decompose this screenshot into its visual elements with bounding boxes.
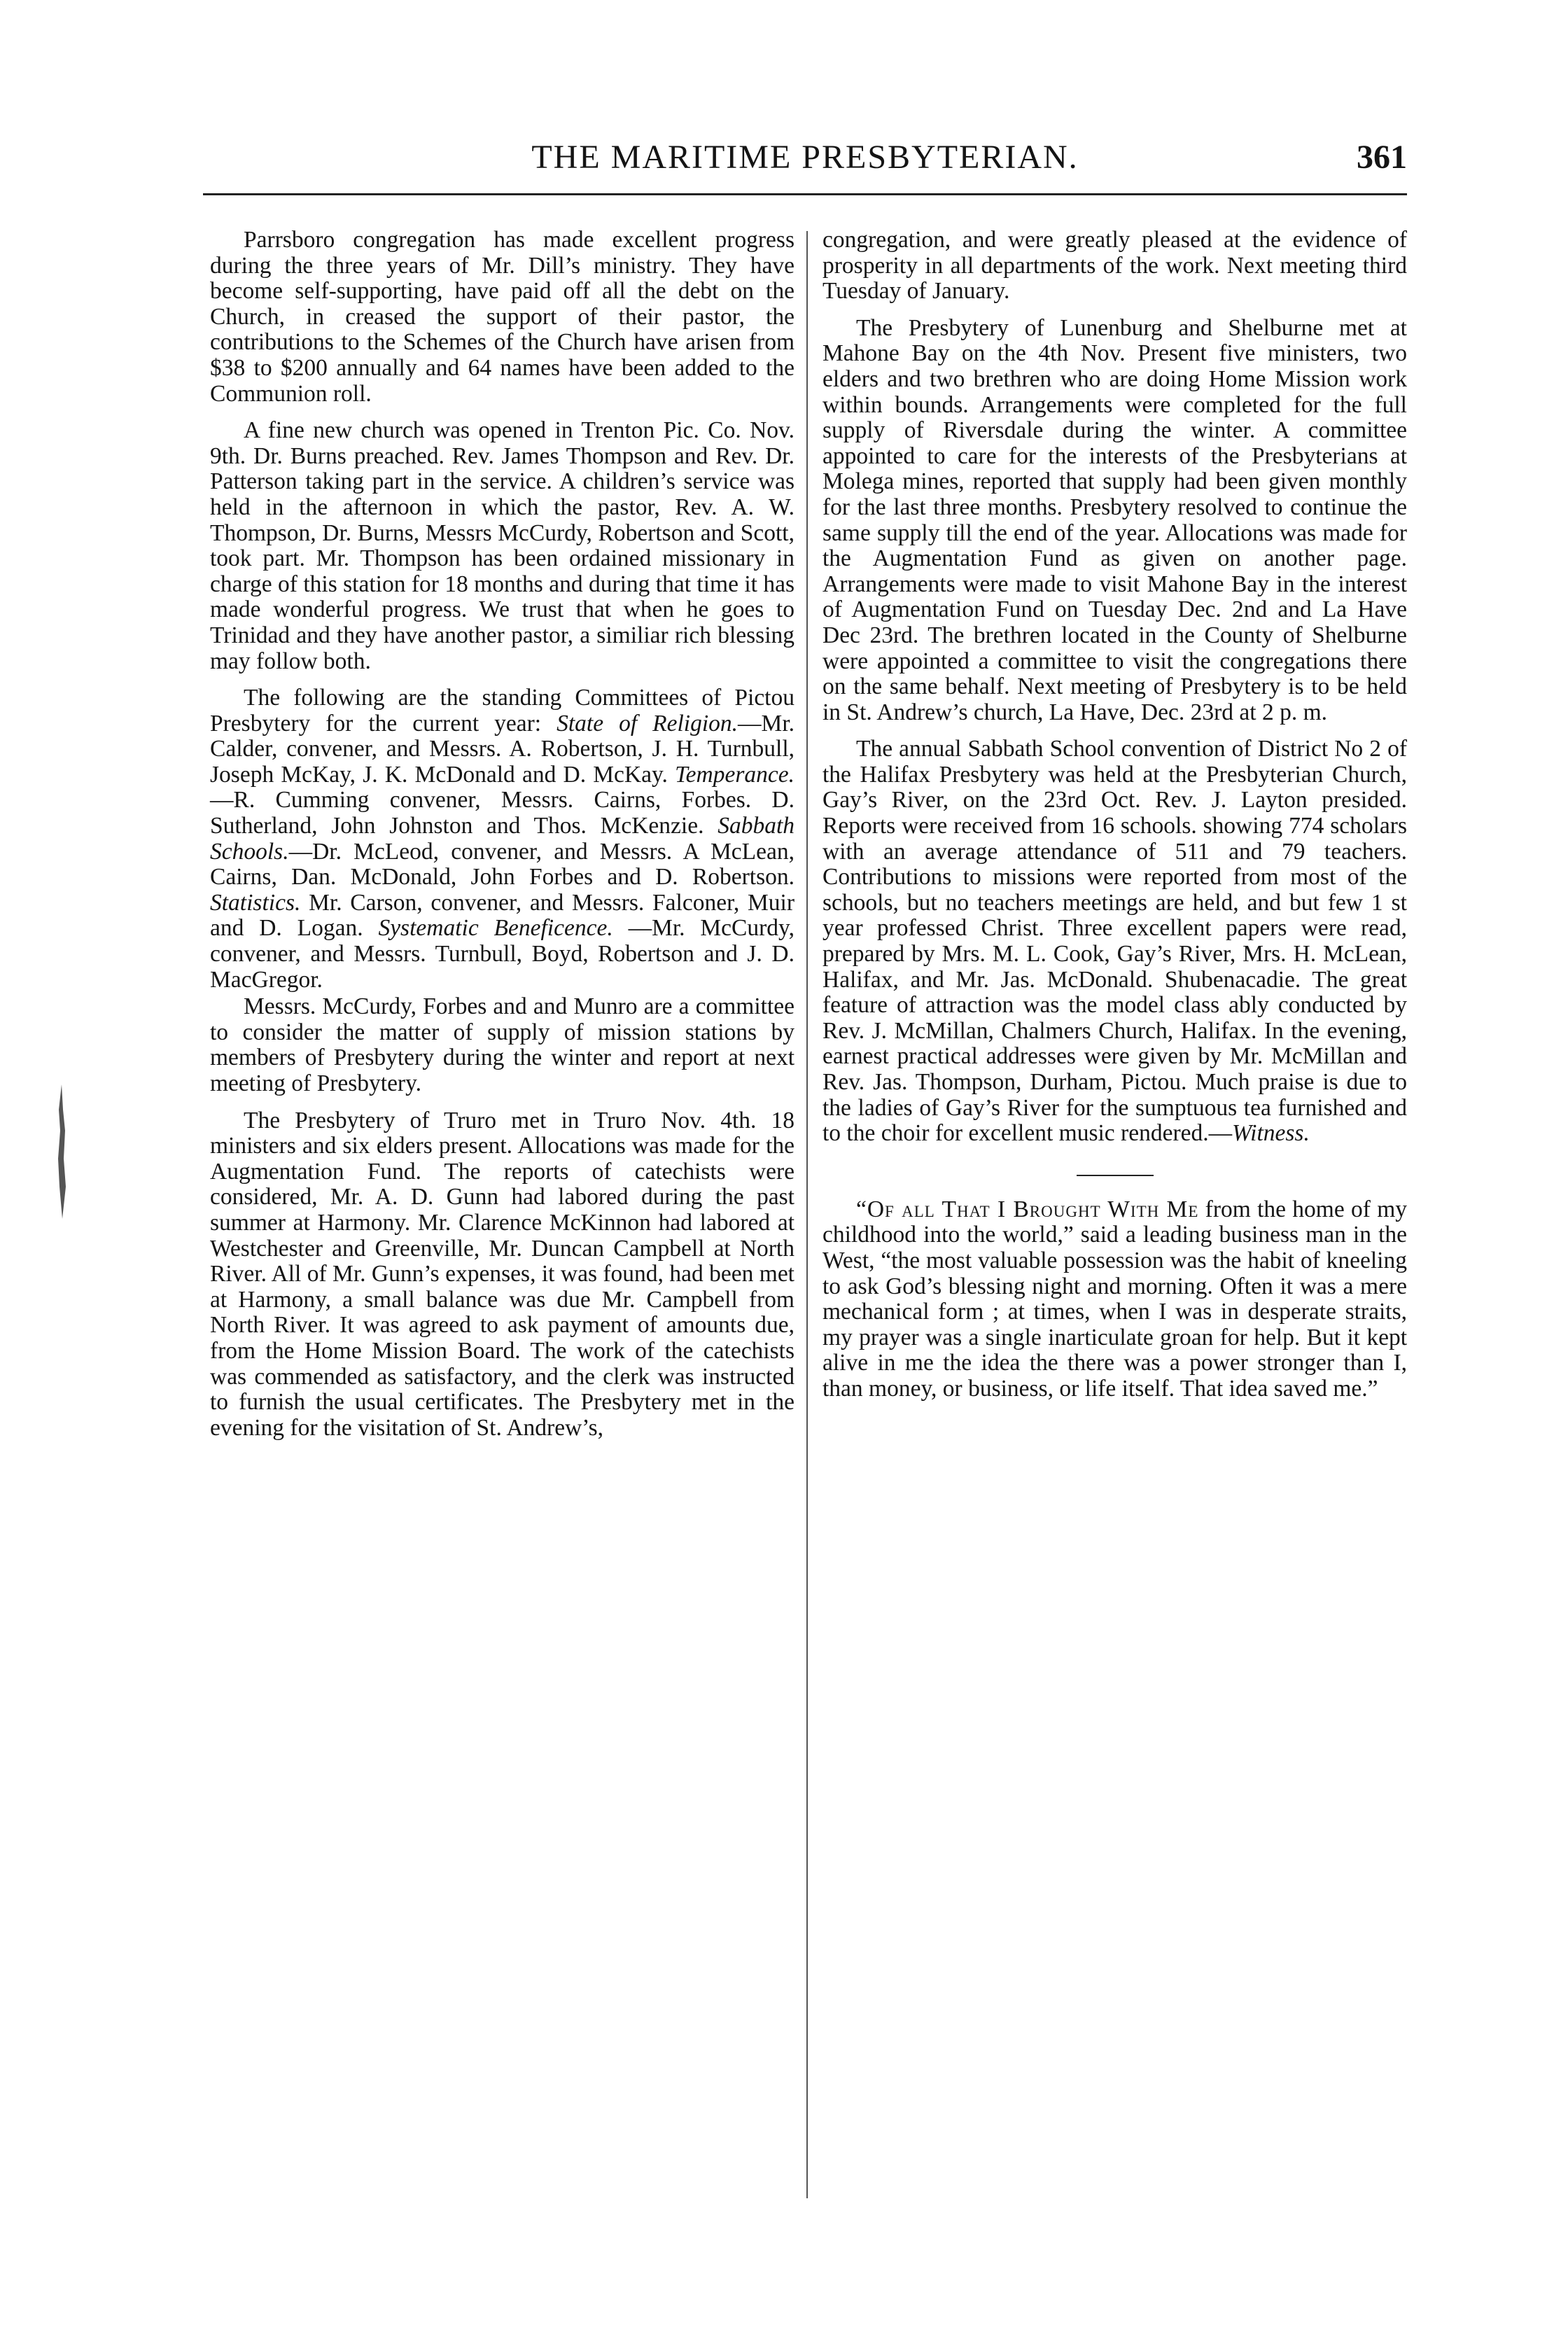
article-truro-presbytery: The Presbytery of Truro met in Truro Nov. 4th. 18 ministers and six elders present. Allocations was made for the Augmentation Fund. The reports of catechists were considered, Mr. A. D. Gunn had labored during the past summer at Harmony. Mr. Clarence McKinnon had labored at Westchester and Greenville, Mr. Duncan Campbell at North River. All of Mr. Gunn’s expenses, it was found, had been met at Harmony, a small balance was due Mr. Campbell from North River. It was agreed to ask payment of amounts due, from the Home Mission Board. The work of the catechists was commended as satisfactory, and the clerk was instructed to furnish the usual certificates. The Presbytery met in the evening for the visitation of St. Andrew’s, [210,1107,794,1441]
committee-systematic-beneficence-members: —Mr. McCurdy, convener, and Messrs. Turnbull, Boyd, Robertson and J. D. MacGregor. [210,915,794,993]
convention-text: The annual Sabbath School convention of District No 2 of the Halifax Presbytery was held at the Presbyterian Church, Gay’s River, on the 23rd Oct. Rev. J. Layton presided. Reports were received from 16 schools. showing 774 scholars with an average attendance of 511 and 79 teachers. Contributions to missions were reported from most of the schools, but no teachers meetings are held, and but few 1 st year professed Christ. Three excellent papers were read, prepared by Mrs. M. L. Cook, Gay’s River, Mrs. H. McLean, Halifax, and Mr. Jas. McDonald. Shubenacadie. The great feature of attraction was the model class ably conducted by Rev. J. McMillan, Chalmers Church, Halifax. In the evening, earnest practical addresses were given by Mr. McMillan and Rev. Jas. Thompson, Durham, Pictou. Much praise is due to the ladies of Gay’s River for the sumptuous tea furnished and to the choir for excellent music rendered.— [822,736,1407,1147]
column-divider [806,231,808,2198]
section-rule [1077,1175,1154,1176]
page-number: 361 [1357,139,1407,176]
committee-temperance: Temperance. [675,761,794,788]
article-lunenburg-shelburne: The Presbytery of Lunenburg and Shelburne met at Mahone Bay on the 4th Nov. Present five ministers, two elders and two brethren who are doing Home Mission work within bounds. Arrangements were completed for the full supply of Riversdale during the winter. A committee appointed to care for the interests of the Presbyterians at Molega mines, reported that supply had been given monthly for the last three months. Presbytery resolved to continue the same supply till the end of the year. Allocations was made for the Augmentation Fund as given on another page. Arrangements were made to visit Mahone Bay in the interest of Augmentation Fund on Tuesday Dec. 2nd and La Have Dec 23rd. The brethren located in the County of Shelburne were appointed a committee to visit the congregations there on the same behalf. Next meeting of Presbytery is to be held in St. Andrew’s church, La Have, Dec. 23rd at 2 p. m. [822,314,1407,725]
prayer-text: from the home of my childhood into the world,” said a leading business man in the West, “the most valuable possession was the habit of kneeling to ask God’s blessing night and morning. Often it was a mere mechanical form ; at times, when I was in desperate straits, my prayer was a single inarticulate groan for help. But it kept alive in me the idea the there was a power stronger than I, than money, or business, or life itself. That idea saved me.” [822,1196,1408,1402]
prayer-lead-in: “Of all That I Brought With Me [856,1196,1199,1222]
committee-sabbath-schools-members: —Dr. McLeod, convener, and Messrs. A McLean, Cairns, Dan. McDonald, John Forbes and D. Robertson. [210,838,794,891]
committee-statistics: Statistics. [210,889,301,916]
article-pictou-committees [210,685,794,993]
committee-state-of-religion-members: —Mr. Calder, convener, and Messrs. A. Robertson, J. H. Turnbull, Joseph McKay, J. K. McDonald and D. McKay. [210,710,795,788]
binding-mark-icon [55,1082,69,1222]
committees-intro: The following are the standing Committees of Pictou Presbytery for the current year: [210,685,794,736]
article-sabbath-convention [822,736,1407,1147]
left-column [210,228,794,1441]
committee-temperance-members: —R. Cumming convener, Messrs. Cairns, Forbes. D. Sutherland, John Johnston and Thos. McKenzie. [210,787,794,839]
committee-systematic-beneficence: Systematic Beneficence. [378,915,613,942]
committee-state-of-religion: State of Religion. [556,710,738,736]
committee-sabbath-schools: Sabbath Schools. [210,813,794,865]
running-head [203,130,1407,186]
header-rule [203,193,1407,195]
article-trenton-church: A fine new church was opened in Trenton Pic. Co. Nov. 9th. Dr. Burns preached. Rev. James Thompson and Rev. Dr. Patterson taking part in the service. A children’s service was held in the afternoon in which the pastor, Rev. A. W. Thompson, Dr. Burns, Messrs McCurdy, Robertson and Scott, took part. Mr. Thompson has been ordained missionary in charge of this station for 18 months and during that time it has made wonderful progress. We trust that when he goes to Trinidad and they have another pastor, a similiar rich blessing may follow both. [210,417,794,674]
article-kneeling-prayer [822,1197,1407,1402]
convention-source: Witness. [1232,1120,1310,1147]
page-title: THE MARITIME PRESBYTERIAN. [531,139,1079,176]
committee-statistics-members: Mr. Carson, convener, and Messrs. Falconer, Muir and D. Logan. [210,889,794,942]
article-parrsboro: Parrsboro congregation has made excellent progress during the three years of Mr. Dill’s ministry. They have become self-supporting, have paid off all the debt on the Church, in creased the support of their pastor, the contributions to the Schemes of the Church have arisen from $38 to $200 annually and 64 names have been added to the Communion roll. [210,227,794,407]
article-mission-supply: Messrs. McCurdy, Forbes and and Munro are a committee to consider the matter of supply of mission stations by members of Presbytery during the winter and report at next meeting of Presbytery. [210,993,794,1096]
article-truro-continued: congregation, and were greatly pleased at the evidence of prosperity in all departments of the work. Next meeting third Tuesday of January. [822,227,1407,305]
right-column [822,228,1407,1402]
